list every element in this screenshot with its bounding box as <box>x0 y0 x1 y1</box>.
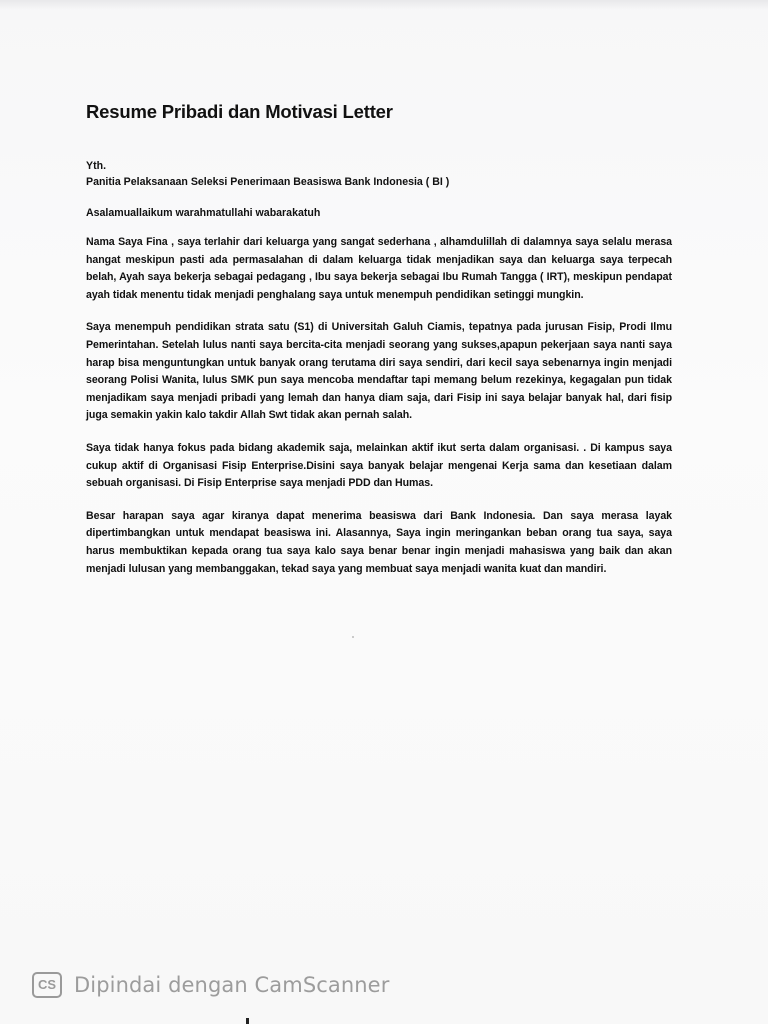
watermark-text: Dipindai dengan CamScanner <box>74 973 390 997</box>
scan-mark <box>246 1018 249 1024</box>
paragraph-education: Saya menempuh pendidikan strata satu (S1) di Universitah Galuh Ciamis, tepatnya pada jurusan Fisip, Prodi Ilmu Pemerintahan. Setelah lulus nanti saya bercita-cita menjadi seorang yang sukses,apapun pekerjaan saya nanti saya harap bisa menguntungkan untuk banyak orang terutama diri saya sendiri, dari kecil saya sebenarnya ingin menjadi seorang Polisi Wanita, lulus SMK pun saya mencoba mendaftar tapi memang belum rezekinya, kegagalan pun tidak menjadikam saya menjadi pribadi yang lemah dan hanya diam saja, dari Fisip ini saya belajar banyak hal, dari fisip juga semakin yakin kalo takdir Allah Swt tidak akan pernah salah. <box>86 321 672 422</box>
salutation-yth: Yth. <box>86 160 107 172</box>
camscanner-logo-icon: CS <box>32 972 62 998</box>
letter-body <box>86 100 672 578</box>
scan-speck <box>352 636 354 638</box>
recipient-line: Panitia Pelaksanaan Seleksi Penerimaan Beasiswa Bank Indonesia ( BI ) <box>86 176 450 188</box>
camscanner-watermark <box>32 972 389 998</box>
paragraph-motivation: Besar harapan saya agar kiranya dapat menerima beasiswa dari Bank Indonesia. Dan saya merasa layak dipertimbangkan untuk mendapat beasiswa ini. Alasannya, Saya ingin meringankan beban orang tua saya, saya harus membuktikan kepada orang tua saya kalo saya benar benar ingin menjadi mahasiswa yang baik dan akan menjadi lulusan yang membanggakan, tekad saya yang membuat saya menjadi wanita kuat dan mandiri. <box>86 509 672 575</box>
document-title: Resume Pribadi dan Motivasi Letter <box>86 101 393 122</box>
greeting-line: Asalamuallaikum warahmatullahi wabarakatuh <box>86 207 321 219</box>
paragraph-family: Nama Saya Fina , saya terlahir dari keluarga yang sangat sederhana , alhamdulillah di dalamnya saya selalu merasa hangat meskipun pasti ada permasalahan di dalam keluarga tidak menjadikan saya dan keluarga saya terpecah belah, Ayah saya bekerja sebagai pedagang , Ibu saya bekerja sebagai Ibu Rumah Tangga ( IRT), meskipun pendapat ayah tidak menentu tidak menjadi penghalang saya untuk menempuh pendidikan setinggi mungkin. <box>86 236 672 301</box>
page-top-edge <box>0 0 768 10</box>
paragraph-organization: Saya tidak hanya fokus pada bidang akademik saja, melainkan aktif ikut serta dalam organisasi. . Di kampus saya cukup aktif di Organisasi Fisip Enterprise.Disini saya banyak belajar mengenai Kerja sama dan kesetiaan dalam sebuah organisasi. Di Fisip Enterprise saya menjadi PDD dan Humas. <box>86 441 672 490</box>
